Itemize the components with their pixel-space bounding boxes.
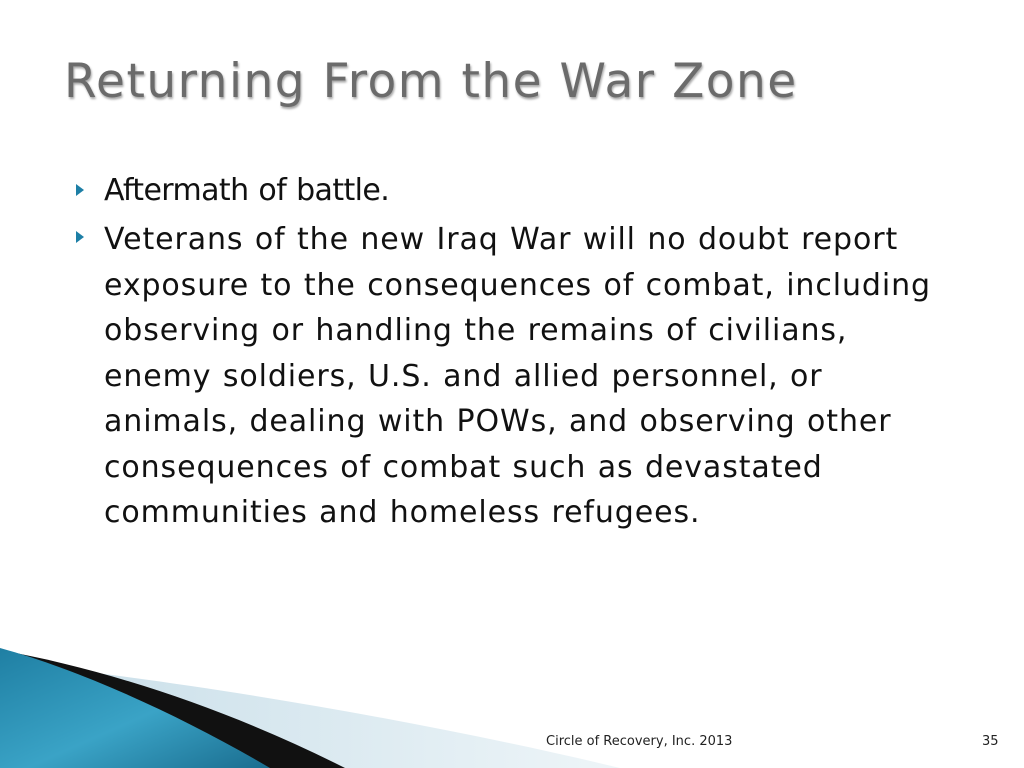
bullet-text-aftermath: Aftermath of battle. <box>104 173 390 208</box>
footer-copyright: Circle of Recovery, Inc. 2013 <box>546 734 733 749</box>
page-number: 35 <box>982 734 999 749</box>
bullet-text-veterans: Veterans of the new Iraq War will no doubt report exposure to the consequences of combat, including observing or handling the remains of civilians, enemy soldiers, U.S. and allied personnel, or animals, dealing with POWs, and observing other consequences of combat such as devastated communities and homeless refugees. <box>104 222 931 530</box>
slide-title: Returning From the War Zone <box>64 54 798 109</box>
